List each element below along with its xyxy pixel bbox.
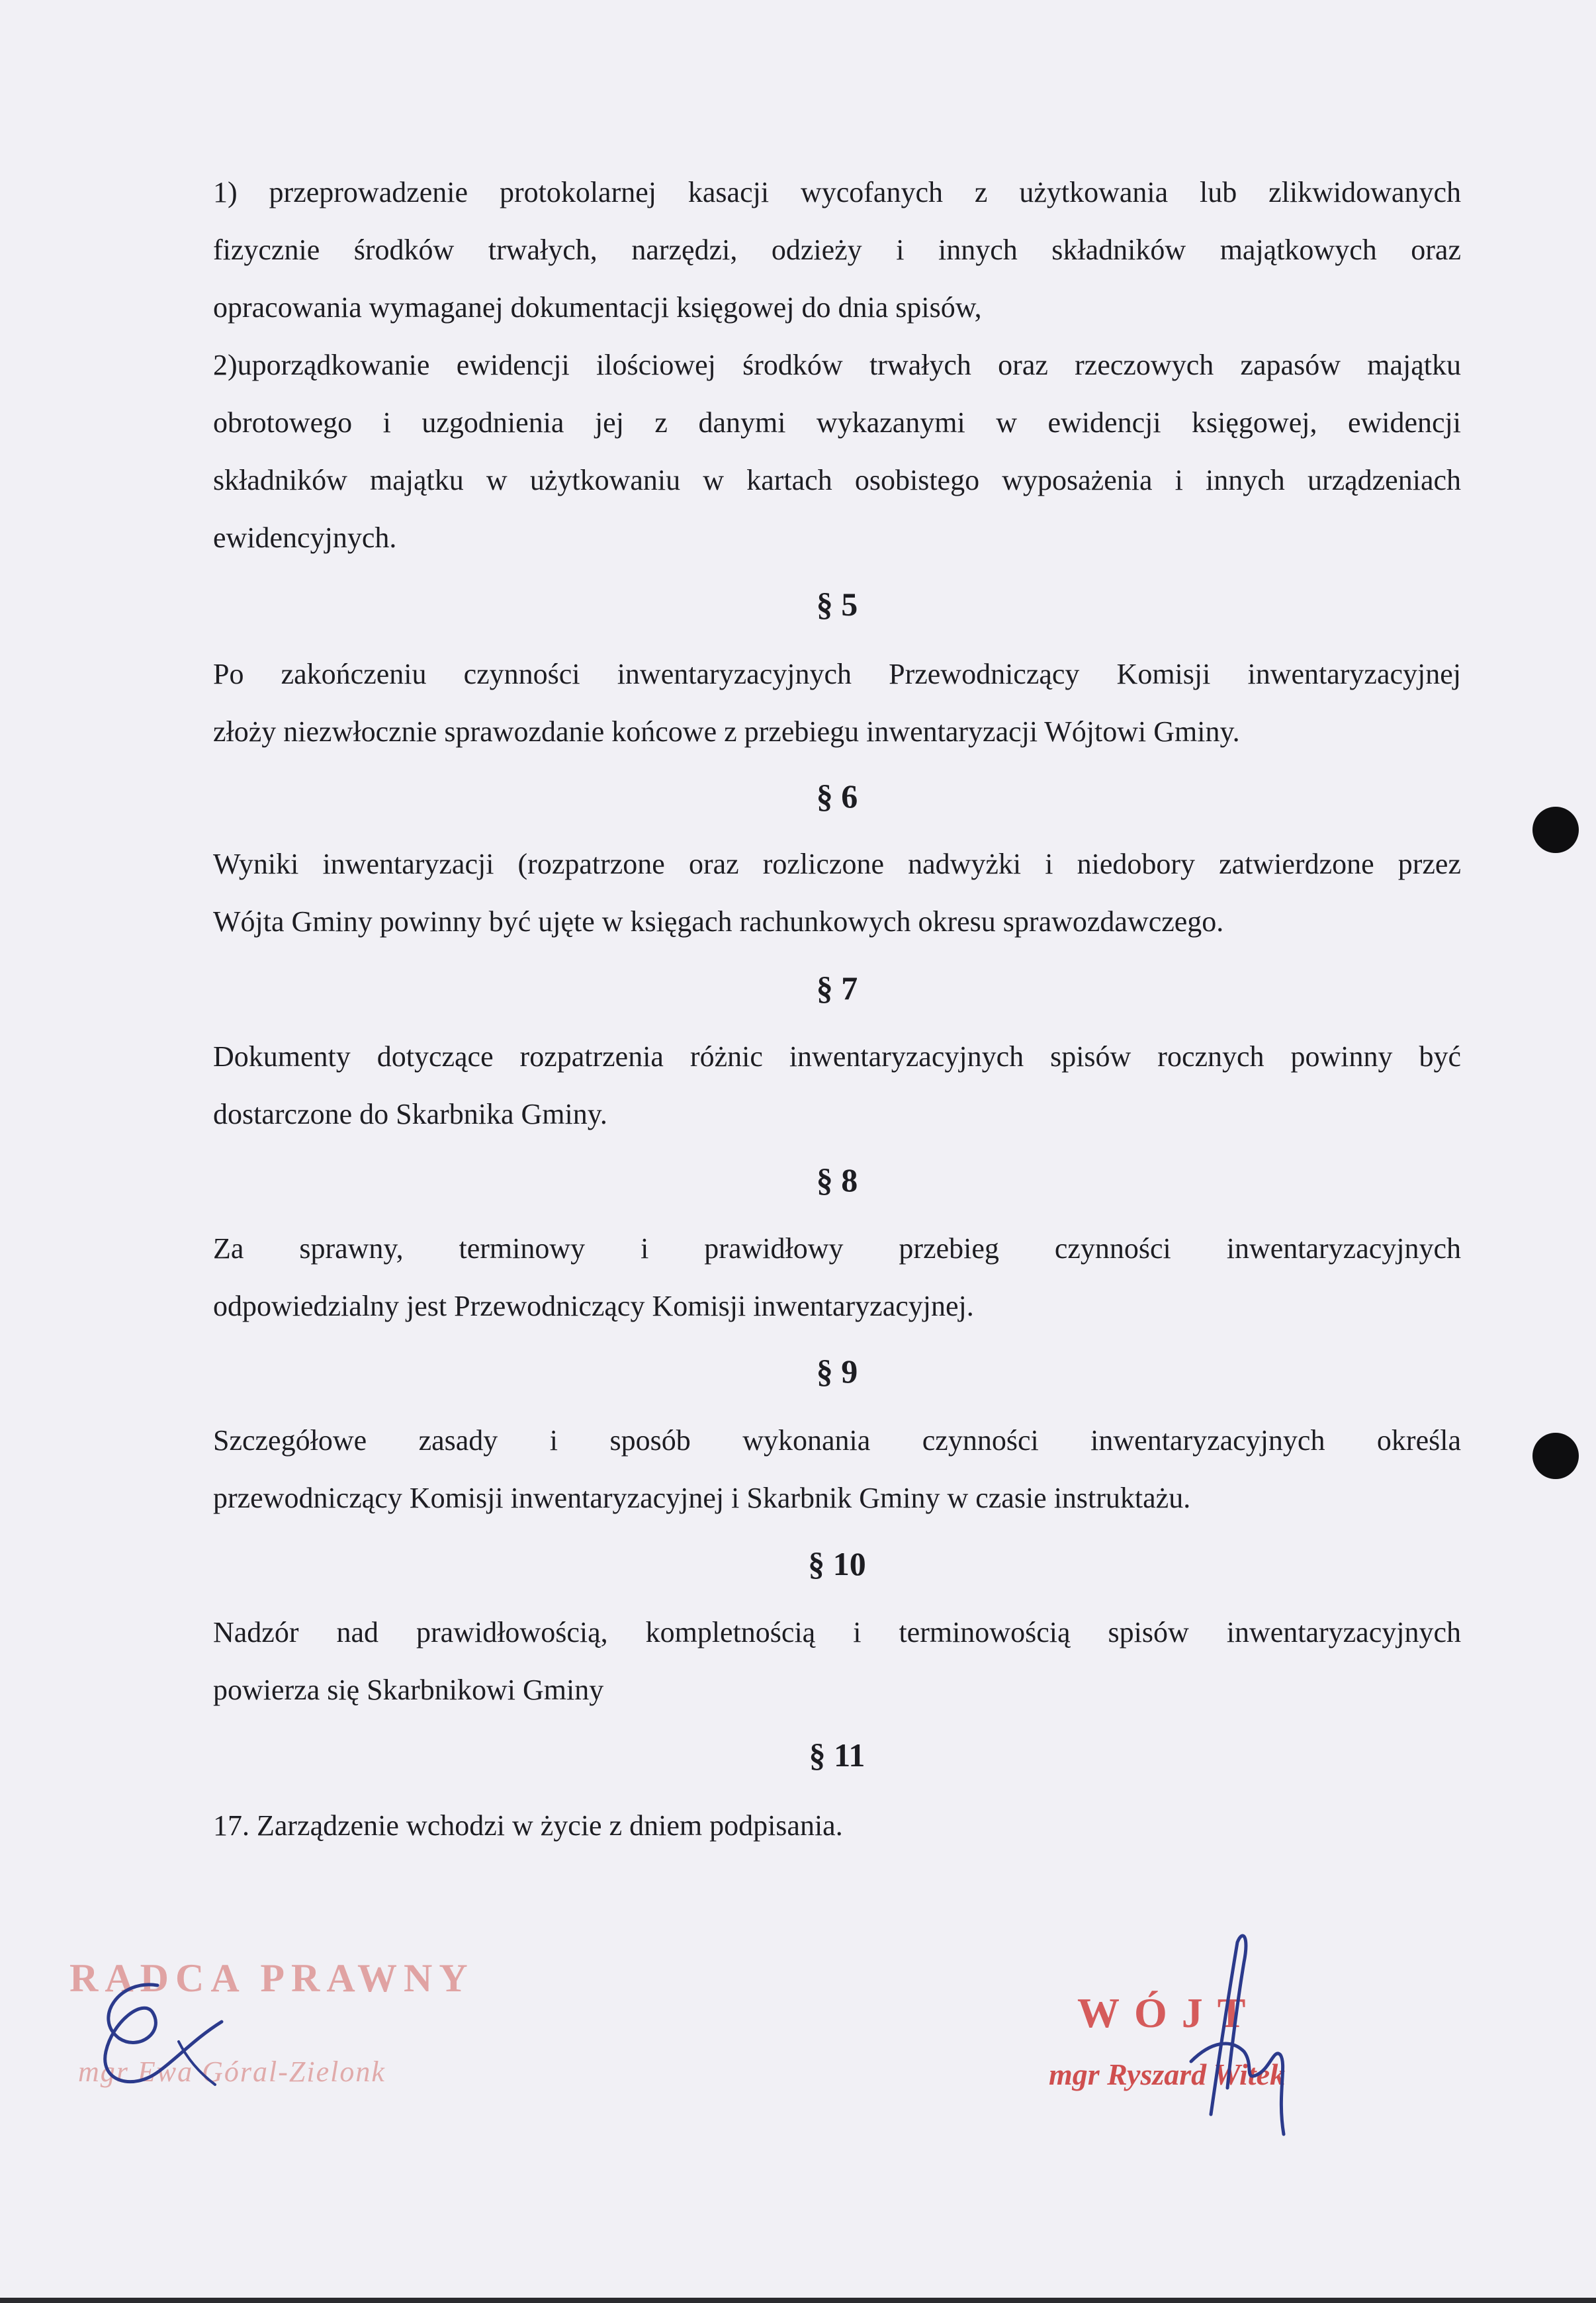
section-heading-9: § 9 (816, 1353, 858, 1390)
legal-advisor-signature (79, 1959, 238, 2111)
point-1-line-1: 1) przeprowadzenie protokolarnej kasacji wycofanych z użytkowania lub zlikwidowanych (213, 176, 1461, 208)
section-heading-7: § 7 (816, 970, 858, 1007)
section-7-line-1: Dokumenty dotyczące rozpatrzenia różnic inwentaryzacyjnych spisów rocznych powinny być (213, 1040, 1461, 1073)
section-5-line-1: Po zakończeniu czynności inwentaryzacyjnych Przewodniczący Komisji inwentaryzacyjnej (213, 658, 1461, 690)
punch-hole (1532, 807, 1579, 853)
point-1-line-2: fizycznie środków trwałych, narzędzi, odzieży i innych składników majątkowych oraz (213, 234, 1461, 266)
section-9-line-1: Szczegółowe zasady i sposób wykonania czynności inwentaryzacyjnych określa (213, 1424, 1461, 1457)
section-10-line-2: powierza się Skarbnikowi Gminy (213, 1674, 604, 1706)
punch-hole (1532, 1433, 1579, 1479)
section-heading-11: § 11 (809, 1737, 865, 1774)
point-1-line-3: opracowania wymaganej dokumentacji księgowej do dnia spisów, (213, 291, 982, 324)
section-8-line-1: Za sprawny, terminowy i prawidłowy przebieg czynności inwentaryzacyjnych (213, 1232, 1461, 1265)
section-heading-8: § 8 (816, 1161, 858, 1198)
section-8-line-2: odpowiedzialny jest Przewodniczący Komisji inwentaryzacyjnej. (213, 1290, 974, 1322)
section-10-line-1: Nadzór nad prawidłowością, kompletnością i terminowością spisów inwentaryzacyjnych (213, 1616, 1461, 1648)
mayor-stamp-title: WÓJT (1077, 1989, 1261, 2036)
section-7-line-2: dostarczone do Skarbnika Gminy. (213, 1098, 607, 1130)
point-2-line-4: ewidencyjnych. (213, 521, 397, 554)
section-heading-10: § 10 (808, 1545, 866, 1582)
section-6-line-2: Wójta Gminy powinny być ujęte w księgach rachunkowych okresu sprawozdawczego. (213, 905, 1224, 938)
section-6-line-1: Wyniki inwentaryzacji (rozpatrzone oraz rozliczone nadwyżki i niedobory zatwierdzone przez (213, 848, 1461, 880)
scan-edge (0, 2298, 1596, 2303)
legal-advisor-stamp-title: RADCA PRAWNY (69, 1956, 474, 2000)
point-2-line-3: składników majątku w użytkowaniu w kartach osobistego wyposażenia i innych urządzeniach (213, 464, 1461, 496)
point-2-line-1: 2)uporządkowanie ewidencji ilościowej środków trwałych oraz rzeczowych zapasów majątku (213, 349, 1461, 381)
mayor-signature (1165, 1922, 1337, 2141)
legal-advisor-stamp-name: mgr Ewa Góral-Zielonk (78, 2055, 386, 2088)
section-5-line-2: złoży niezwłocznie sprawozdanie końcowe z przebiegu inwentaryzacji Wójtowi Gminy. (213, 715, 1240, 748)
section-heading-5: § 5 (816, 586, 858, 623)
mayor-stamp-name: mgr Ryszard Witek (1049, 2057, 1285, 2091)
section-11-line-1: 17. Zarządzenie wchodzi w życie z dniem podpisania. (213, 1809, 843, 1842)
point-2-line-2: obrotowego i uzgodnienia jej z danymi wykazanymi w ewidencji księgowej, ewidencji (213, 406, 1461, 439)
section-9-line-2: przewodniczący Komisji inwentaryzacyjnej i Skarbnik Gminy w czasie instruktażu. (213, 1482, 1191, 1514)
section-heading-6: § 6 (816, 778, 858, 815)
